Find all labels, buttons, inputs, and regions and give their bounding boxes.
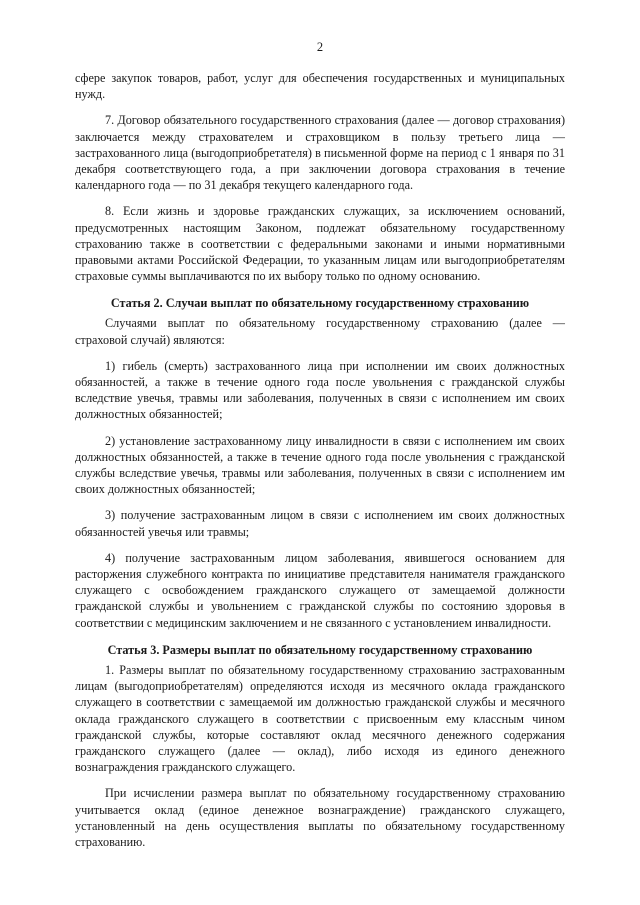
article-2-heading: Статья 2. Случаи выплат по обязательному государственному страхованию — [110, 296, 530, 311]
article-3-heading: Статья 3. Размеры выплат по обязательному государственному страхованию — [107, 642, 533, 657]
article-2-item-1: 1) гибель (смерть) застрахованного лица при исполнении им своих должностных обязанностей, а также в течение одного года после увольнения с гражданской службы вследствие увечья, травмы или заболевания, полученных в связи с исполнением им своих должностных обязанностей; — [75, 358, 565, 422]
paragraph-8: 8. Если жизнь и здоровье гражданских служащих, за исключением оснований, предусмотренных настоящим Законом, подлежат обязательному государственному страхованию также в соответствии с федеральными законами и иными нормативными правовыми актами Российской Федерации, то указанным лицам или выгодоприобретателям страховые суммы выплачиваются по их выбору только по одному основанию. — [75, 204, 565, 284]
paragraph-7: 7. Договор обязательного государственного страхования (далее — договор страхования) заключается между страхователем и страховщиком в пользу третьего лица — застрахованного лица (выгодоприобретателя) в письменной форме на период с 1 января по 31 декабря соответствующего года, а при заключении договора страхования в течение календарного года — по 31 декабря текущего календарного года. — [75, 113, 565, 193]
page-number: 2 — [316, 40, 324, 54]
article-2-item-4: 4) получение застрахованным лицом заболевания, явившегося основанием для расторжения служебного контракта по инициативе представителя нанимателя гражданского служащего с освобождением гражданского служащего от замещаемой должности гражданской службы и увольнением с гражданской службы по состоянию здоровья в соответствии с медицинским заключением и не связанного с установлением инвалидности. — [75, 550, 565, 630]
paragraph-continuation: сфере закупок товаров, работ, услуг для обеспечения государственных и муниципальных нужд. — [75, 71, 565, 102]
document-body — [75, 70, 565, 850]
article-3-paragraph-1: 1. Размеры выплат по обязательному государственному страхованию застрахованным лицам (выгодоприобретателям) определяются исходя из месячного оклада гражданского служащего в соответствии с замещаемой им должностью гражданской службы и месячного оклада гражданского служащего в соответствии с присвоенным ему классным чином гражданской службы, которые составляют оклад месячного денежного содержания гражданского служащего (далее — оклад), либо исходя из единого денежного вознаграждения гражданского служащего. — [75, 662, 565, 775]
article-3-paragraph-2: При исчислении размера выплат по обязательному государственному страхованию учитывается оклад (единое денежное вознаграждение) гражданского служащего, установленный на день осуществления выплаты по обязательному государственному страхованию. — [75, 786, 565, 849]
article-2-item-2: 2) установление застрахованному лицу инвалидности в связи с исполнением им своих должностных обязанностей, а также в течение одного года после увольнения с гражданской службы вследствие увечья, травмы или заболевания, полученных в связи с исполнением им своих должностных обязанностей; — [75, 433, 565, 497]
article-2-item-3: 3) получение застрахованным лицом в связи с исполнением им своих должностных обязанностей увечья или травмы; — [75, 508, 565, 539]
article-2-intro: Случаями выплат по обязательному государственному страхованию (далее — страховой случай) являются: — [75, 316, 565, 347]
